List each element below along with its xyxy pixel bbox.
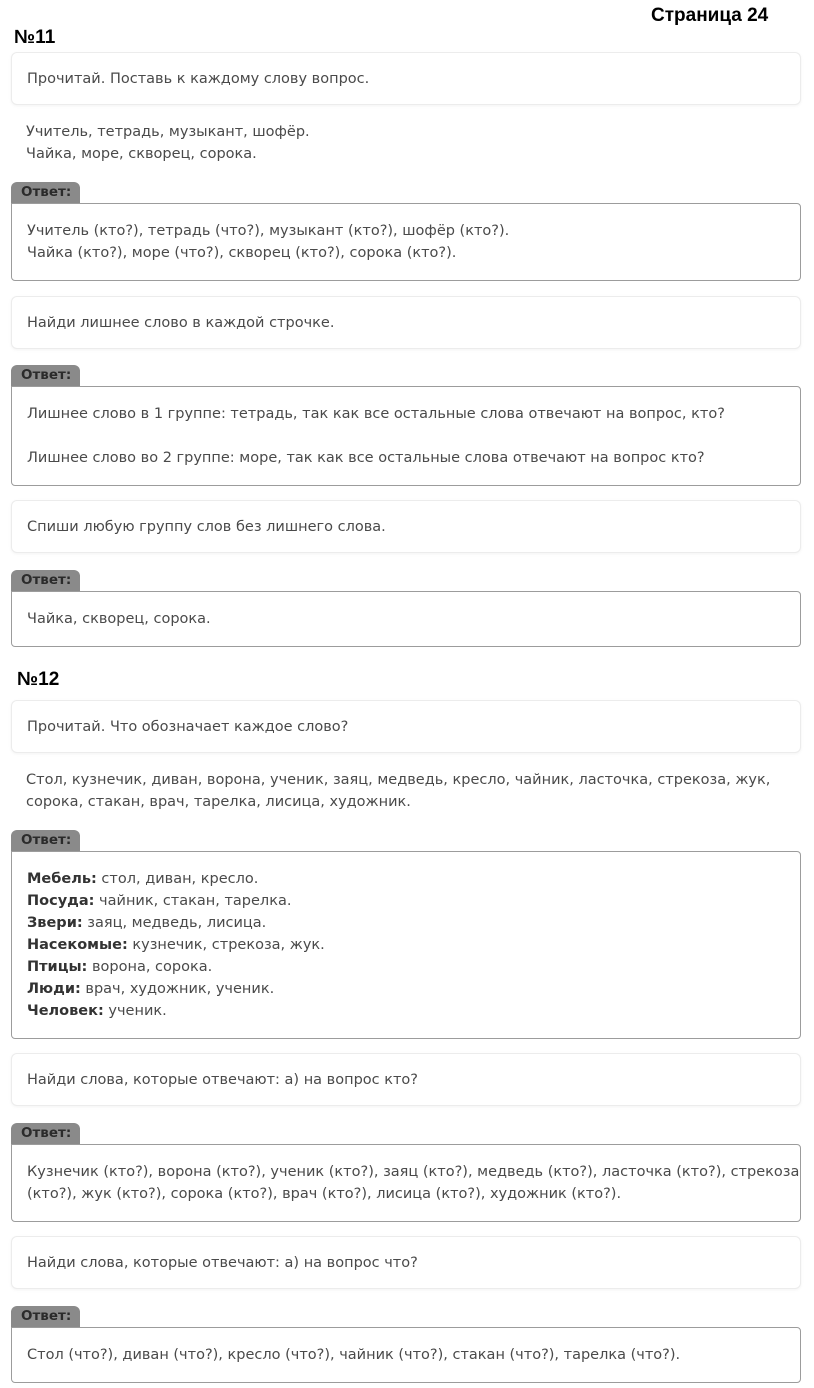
answer-line: Кузнечик (кто?), ворона (кто?), ученик (кто?), заяц (кто?), медведь (кто?), ласточка (кто?), стрекоза [27,1164,800,1180]
task-text: Найди слова, которые отвечают: а) на вопрос что? [27,1254,418,1271]
answer-line: Лишнее слово в 1 группе: тетрадь, так как все остальные слова отвечают на вопрос, кто? [27,406,725,422]
answer-line: Чайка (кто?), море (что?), скворец (кто?), сорока (кто?). [27,245,457,261]
word-line: сорока, стакан, врач, тарелка, лисица, художник. [26,794,411,810]
category-line [27,934,785,956]
category-line [27,868,785,890]
category-items: чайник, стакан, тарелка. [94,893,292,909]
exercise-11-number: №11 [14,27,56,48]
task-text: Найди слова, которые отвечают: а) на вопрос кто? [27,1071,418,1088]
answer-tag: Ответ: [11,830,80,851]
category-label: Человек: [27,1003,104,1019]
answer-tag: Ответ: [11,1306,80,1327]
ex11-answer-2 [11,386,801,486]
category-label: Птицы: [27,959,88,975]
ex11-word-list [26,121,796,165]
ex11-task-3 [11,500,801,553]
word-line: Чайка, море, скворец, сорока. [26,146,257,162]
answer-tag: Ответ: [11,570,80,591]
answer-tag: Ответ: [11,365,80,386]
answer-tag: Ответ: [11,1123,80,1144]
ex11-answer-1 [11,203,801,281]
ex12-task-1 [11,700,801,753]
ex12-answer-3 [11,1327,801,1383]
ex12-answer-categories [11,851,801,1039]
category-label: Люди: [27,981,81,997]
ex11-task-1 [11,52,801,105]
task-text: Найди лишнее слово в каждой строчке. [27,314,335,331]
answer-tag: Ответ: [11,182,80,203]
category-line [27,890,785,912]
category-line [27,978,785,1000]
category-label: Насекомые: [27,937,128,953]
ex12-task-2 [11,1053,801,1106]
answer-line: Лишнее слово во 2 группе: море, так как все остальные слова отвечают на вопрос кто? [27,450,705,466]
category-line [27,956,785,978]
exercise-12-number: №12 [17,669,60,690]
task-text: Спиши любую группу слов без лишнего слова. [27,518,386,535]
answer-line: (кто?), жук (кто?), сорока (кто?), врач (кто?), лисица (кто?), художник (кто?). [27,1186,622,1202]
page-label: Страница 24 [651,5,769,26]
category-items: врач, художник, ученик. [80,981,275,997]
category-items: стол, диван, кресло. [96,871,259,887]
category-items: ученик. [103,1003,167,1019]
category-label: Звери: [27,915,83,931]
category-label: Мебель: [27,871,97,887]
task-text: Прочитай. Поставь к каждому слову вопрос. [27,70,370,87]
word-line: Учитель, тетрадь, музыкант, шофёр. [26,124,310,140]
category-items: заяц, медведь, лисица. [82,915,267,931]
category-line [27,1000,785,1022]
word-line: Стол, кузнечик, диван, ворона, ученик, заяц, медведь, кресло, чайник, ласточка, стрекоза, жук, [26,772,771,788]
task-text: Прочитай. Что обозначает каждое слово? [27,718,349,735]
category-line [27,912,785,934]
category-items: кузнечик, стрекоза, жук. [127,937,325,953]
category-items: ворона, сорока. [87,959,213,975]
answer-line: Учитель (кто?), тетрадь (что?), музыкант (кто?), шофёр (кто?). [27,223,510,239]
ex12-word-list [26,769,796,813]
ex11-answer-3 [11,591,801,647]
ex11-task-2 [11,296,801,349]
answer-line: Чайка, скворец, сорока. [27,611,211,627]
ex12-answer-2 [11,1144,801,1222]
ex12-task-3 [11,1236,801,1289]
answer-line: Стол (что?), диван (что?), кресло (что?), чайник (что?), стакан (что?), тарелка (что?). [27,1347,681,1363]
category-label: Посуда: [27,893,95,909]
